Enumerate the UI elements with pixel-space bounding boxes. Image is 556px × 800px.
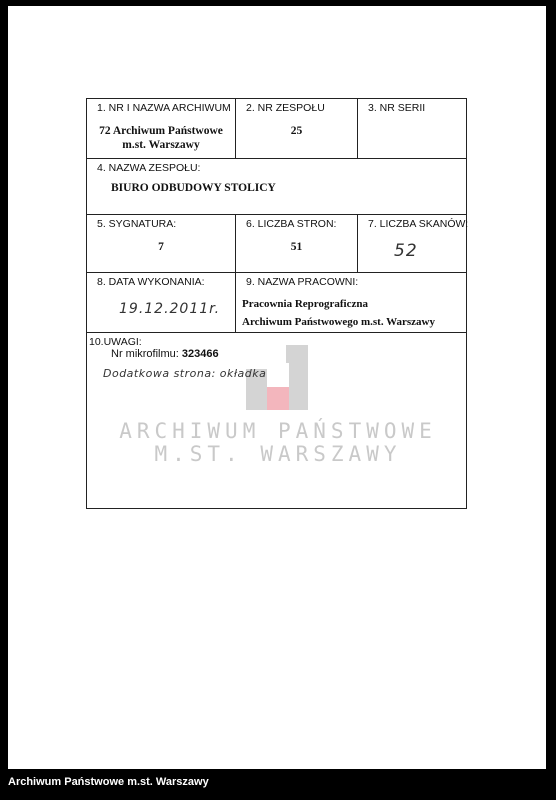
- footer-archive-name: Archiwum Państwowe m.st. Warszawy: [8, 776, 209, 788]
- fond-name-label: 4. NAZWA ZESPOŁU:: [97, 162, 201, 174]
- cell-fond-number: [236, 99, 358, 159]
- signature-label: 5. SYGNATURA:: [97, 218, 177, 230]
- cell-workshop: [236, 273, 467, 333]
- archive-value: 72 Archiwum Państwowe m.st. Warszawy: [99, 125, 223, 151]
- fond-number-value: 25: [290, 125, 303, 137]
- fond-number-label: 2. NR ZESPOŁU: [246, 102, 325, 114]
- fond-name-value: BIURO ODBUDOWY STOLICY: [111, 182, 276, 194]
- archive-label: 1. NR I NAZWA ARCHIWUM: [97, 102, 231, 114]
- microfilm-label: Nr mikrofilmu:: [111, 348, 179, 360]
- cell-fond-name: [87, 159, 466, 215]
- handwritten-note: Dodatkowa strona: okładka: [103, 367, 267, 380]
- cell-series-number: [358, 99, 467, 159]
- microfilm-line: [111, 348, 219, 360]
- page-count-label: 6. LICZBA STRON:: [246, 218, 337, 230]
- microfilm-value: 323466: [181, 348, 219, 360]
- watermark-line-2: M.ST. WARSZAWY: [154, 442, 402, 466]
- date-value: 19.12.2011r.: [119, 301, 221, 317]
- cell-archive: [87, 99, 236, 159]
- workshop-label: 9. NAZWA PRACOWNI:: [246, 276, 359, 288]
- signature-value: 7: [158, 241, 164, 253]
- cell-signature: [87, 215, 236, 273]
- remarks-label: 10.UWAGI:: [89, 336, 142, 348]
- date-label: 8. DATA WYKONANIA:: [97, 276, 205, 288]
- scan-count-label: 7. LICZBA SKANÓW:: [368, 218, 469, 230]
- workshop-value: Pracownia Reprograficzna Archiwum Państwowego m.st. Warszawy: [242, 298, 435, 328]
- watermark-line-1: ARCHIWUM PAŃSTWOWE: [119, 419, 437, 443]
- cell-date: [87, 273, 236, 333]
- series-number-label: 3. NR SERII: [368, 102, 426, 114]
- page-count-value: 51: [290, 241, 303, 253]
- scan-count-value: 52: [394, 241, 418, 261]
- cell-page-count: [236, 215, 358, 273]
- cell-scan-count: [358, 215, 467, 273]
